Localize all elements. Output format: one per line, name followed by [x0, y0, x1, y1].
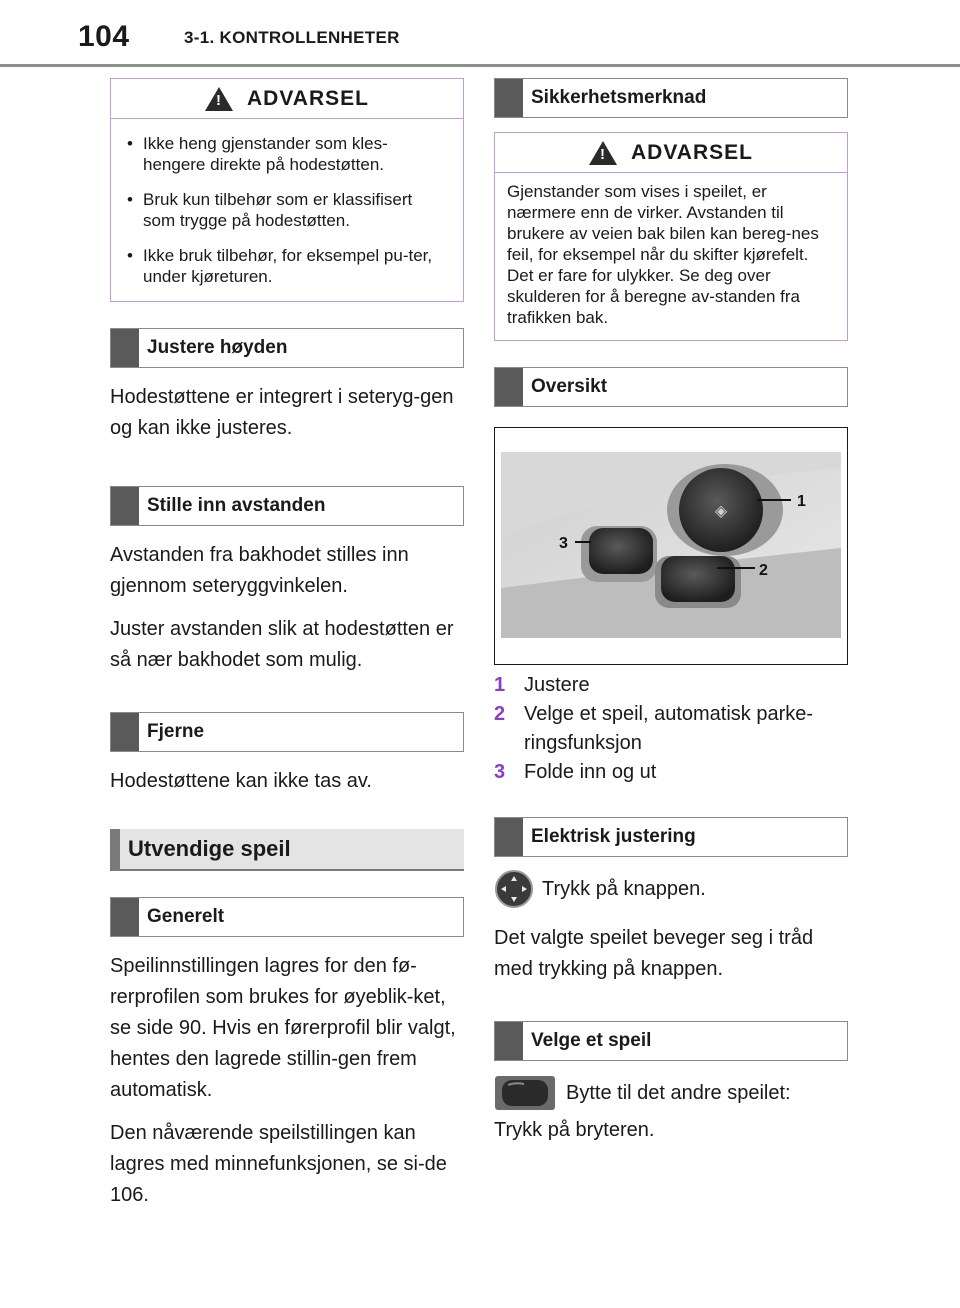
svg-text:◈: ◈: [714, 501, 728, 520]
mirror-select-switch: [661, 556, 735, 602]
warning-item: • Ikke heng gjenstander som kles-hengere direkte på hodestøtten.: [123, 133, 449, 175]
heading-label: Stille inn avstanden: [147, 495, 326, 516]
chapter-label: Utvendige speil: [128, 836, 291, 861]
right-column: [494, 78, 848, 1158]
heading-label: Sikkerhetsmerknad: [531, 87, 707, 108]
warning-header: [495, 133, 847, 173]
warning-text: Gjenstander som vises i speilet, er nærmere enn de virker. Avstanden til brukere av veien bak bilen kan bereg-nes feil, for eksempel når du skifter kjørefelt. Det er fare for ulykker. Se deg over skulderen for å beregne av-standen fra trafikken bak.: [507, 182, 819, 327]
heading-label: Velge et speil: [531, 1030, 652, 1051]
warning-triangle-icon: !: [205, 87, 233, 111]
select-icon-row: [494, 1075, 848, 1111]
legend-item: 1 Justere: [494, 674, 590, 696]
paragraph: Hodestøttene er integrert i seteryg-gen og kan ikke justeres.: [110, 386, 454, 439]
heading-label: Elektrisk justering: [531, 826, 696, 847]
heading-general: [110, 897, 464, 937]
paragraph: Den nåværende speilstillingen kan lagres med minnefunksjonen, se si-de 106.: [110, 1122, 447, 1206]
legend-item: 2 Velge et speil, automatisk parke-ringsfunksjon: [494, 703, 814, 754]
warning-box-mirror: [494, 132, 848, 341]
page-number: 104: [78, 20, 130, 53]
select-icon-text: Bytte til det andre speilet:: [566, 1081, 791, 1104]
chapter-heading-exterior-mirrors: [110, 829, 464, 871]
mirror-switch-icon: [494, 1075, 556, 1111]
header-rule: [0, 64, 960, 67]
paragraph: Hodestøttene kan ikke tas av.: [110, 770, 372, 792]
section-title: 3-1. KONTROLLENHETER: [184, 28, 400, 47]
heading-label: Justere høyden: [147, 337, 288, 358]
warning-item: • Bruk kun tilbehør som er klassifisert som trygge på hodestøtten.: [123, 189, 449, 231]
heading-electric-adjust: [494, 817, 848, 857]
warning-box-headrest: [110, 78, 464, 302]
heading-safety-note: [494, 78, 848, 118]
paragraph: Juster avstanden slik at hodestøtten er så nær bakhodet som mulig.: [110, 618, 454, 671]
electric-icon-row: [494, 869, 848, 909]
callout-3: 3: [559, 535, 568, 552]
callout-2: 2: [759, 562, 768, 579]
warning-title: ADVARSEL: [631, 140, 753, 164]
direction-pad-icon: [494, 869, 534, 909]
heading-select-mirror: [494, 1021, 848, 1061]
heading-label: Fjerne: [147, 721, 205, 742]
warning-triangle-icon: !: [589, 141, 617, 165]
legend-item: 3 Folde inn og ut: [494, 761, 657, 783]
warning-header: [111, 79, 463, 119]
mirror-controls-illustration: [495, 428, 847, 664]
heading-remove: [110, 712, 464, 752]
warning-title: ADVARSEL: [247, 86, 369, 110]
fold-button: [589, 528, 653, 574]
heading-label: Generelt: [147, 906, 225, 927]
paragraph: Det valgte speilet beveger seg i tråd med trykking på knappen.: [494, 927, 814, 980]
left-column: [110, 78, 464, 1223]
heading-label: Oversikt: [531, 376, 608, 397]
callout-1: 1: [797, 493, 806, 510]
paragraph: Avstanden fra bakhodet stilles inn gjennom seteryggvinkelen.: [110, 544, 409, 597]
legend-list: [494, 671, 848, 787]
mirror-controls-figure: [494, 427, 848, 665]
warning-item: • Ikke bruk tilbehør, for eksempel pu-ter, under kjøreturen.: [123, 245, 449, 287]
paragraph: Speilinnstillingen lagres for den fø-rerprofilen som brukes for øyeblik-ket, se side 90. Hvis en førerprofil blir valgt, hentes den lagrede stillin-gen frem automatisk.: [110, 955, 456, 1101]
electric-icon-text: Trykk på knappen.: [542, 877, 706, 900]
heading-set-distance: [110, 486, 464, 526]
heading-overview: [494, 367, 848, 407]
warning-list: [111, 119, 463, 301]
paragraph: Trykk på bryteren.: [494, 1119, 655, 1141]
heading-adjust-height: [110, 328, 464, 368]
